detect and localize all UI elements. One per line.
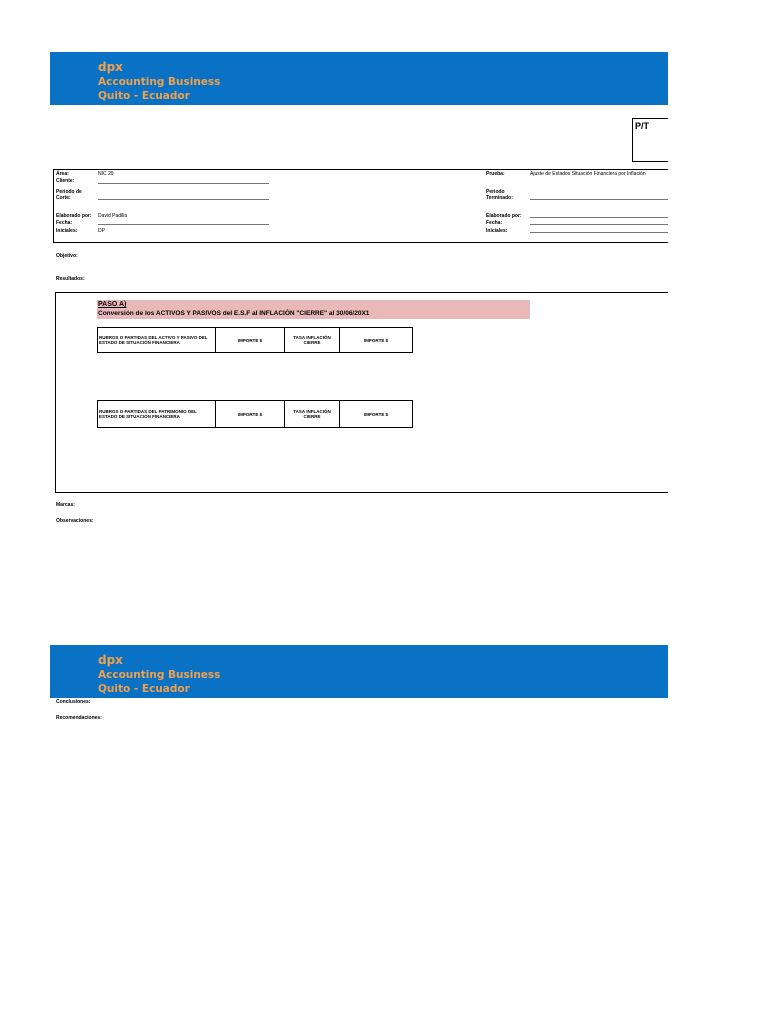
brand-name: dpx	[98, 60, 123, 74]
table-header-row	[98, 401, 413, 428]
elaborado-value: David Padilla	[98, 213, 128, 219]
resultados-label: Resultados:	[56, 276, 85, 282]
brand-location: Quito - Ecuador	[98, 90, 190, 102]
col-rubros: RUBROS O PARTIDAS DEL PATRIMONIO DEL ESTADO DE SITUACIÓN FINANCIERA	[98, 401, 216, 428]
brand-location: Quito - Ecuador	[98, 683, 190, 695]
elaborado-r-line	[530, 217, 668, 218]
area-label: Área:	[56, 171, 69, 177]
periodo-corte-label-1: Periodo de	[56, 189, 82, 195]
results-box	[55, 292, 668, 493]
prueba-label: Prueba:	[486, 171, 505, 177]
footer-banner	[50, 645, 668, 698]
observaciones-label: Observaciones:	[56, 518, 94, 524]
fecha-r-line	[530, 224, 668, 225]
col-tasa: TASA INFLACIÓN CIERRE	[285, 328, 340, 353]
col-rubros: RUBROS O PARTIDAS DEL ACTIVO Y PASIVO DEL ESTADO DE SITUACIÓN FINANCIERA	[98, 328, 216, 353]
pt-box	[632, 118, 668, 162]
table-header-row	[98, 328, 413, 353]
brand-subtitle: Accounting Business	[98, 76, 221, 88]
periodo-corte-label-2: Corte:	[56, 195, 71, 201]
brand-subtitle: Accounting Business	[98, 669, 221, 681]
objetivo-label: Objetivo:	[56, 253, 78, 259]
periodo-terminado-label-2: Terminado:	[486, 195, 513, 201]
periodo-corte-line	[98, 199, 269, 200]
col-tasa: TASA INFLACIÓN CIERRE	[285, 401, 340, 428]
col-importe: IMPORTE $	[216, 328, 285, 353]
conclusiones-label: Conclusiones:	[56, 699, 91, 705]
area-value: NIC 29	[98, 171, 114, 177]
recomendaciones-label: Recomendaciones:	[56, 715, 102, 721]
elaborado-r-label: Elaborado por:	[486, 213, 522, 219]
col-importe-ajustado: IMPORTE $	[340, 328, 413, 353]
marcas-label: Marcas:	[56, 502, 75, 508]
iniciales-r-line	[530, 232, 668, 233]
header-banner	[50, 52, 668, 105]
periodo-terminado-label-1: Periodo	[486, 189, 505, 195]
cliente-line	[98, 183, 269, 184]
pt-label: P/T	[635, 121, 650, 131]
col-importe-ajustado: IMPORTE $	[340, 401, 413, 428]
brand-name: dpx	[98, 653, 123, 667]
assets-liabilities-table	[97, 327, 413, 353]
cliente-label: Cliente:	[56, 178, 75, 184]
iniciales-r-label: Iniciales:	[486, 228, 508, 234]
fecha-line	[98, 224, 269, 225]
fecha-r-label: Fecha:	[486, 220, 503, 226]
iniciales-value: DP	[98, 228, 105, 234]
paso-a-header	[97, 300, 530, 319]
equity-table	[97, 400, 413, 428]
periodo-terminado-line	[530, 199, 668, 200]
col-importe: IMPORTE $	[216, 401, 285, 428]
paso-title: PASO A)	[98, 301, 127, 308]
iniciales-label: Iniciales:	[56, 228, 78, 234]
prueba-value: Ajuste de Estados Situación Financiera por Inflación	[530, 171, 646, 177]
fecha-label: Fecha:	[56, 220, 73, 226]
elaborado-label: Elaborado por:	[56, 213, 92, 219]
paso-subtitle: Conversión de los ACTIVOS Y PASIVOS del E.S.F al INFLACIÓN "CIERRE" al 30/06/20X1	[98, 310, 370, 317]
